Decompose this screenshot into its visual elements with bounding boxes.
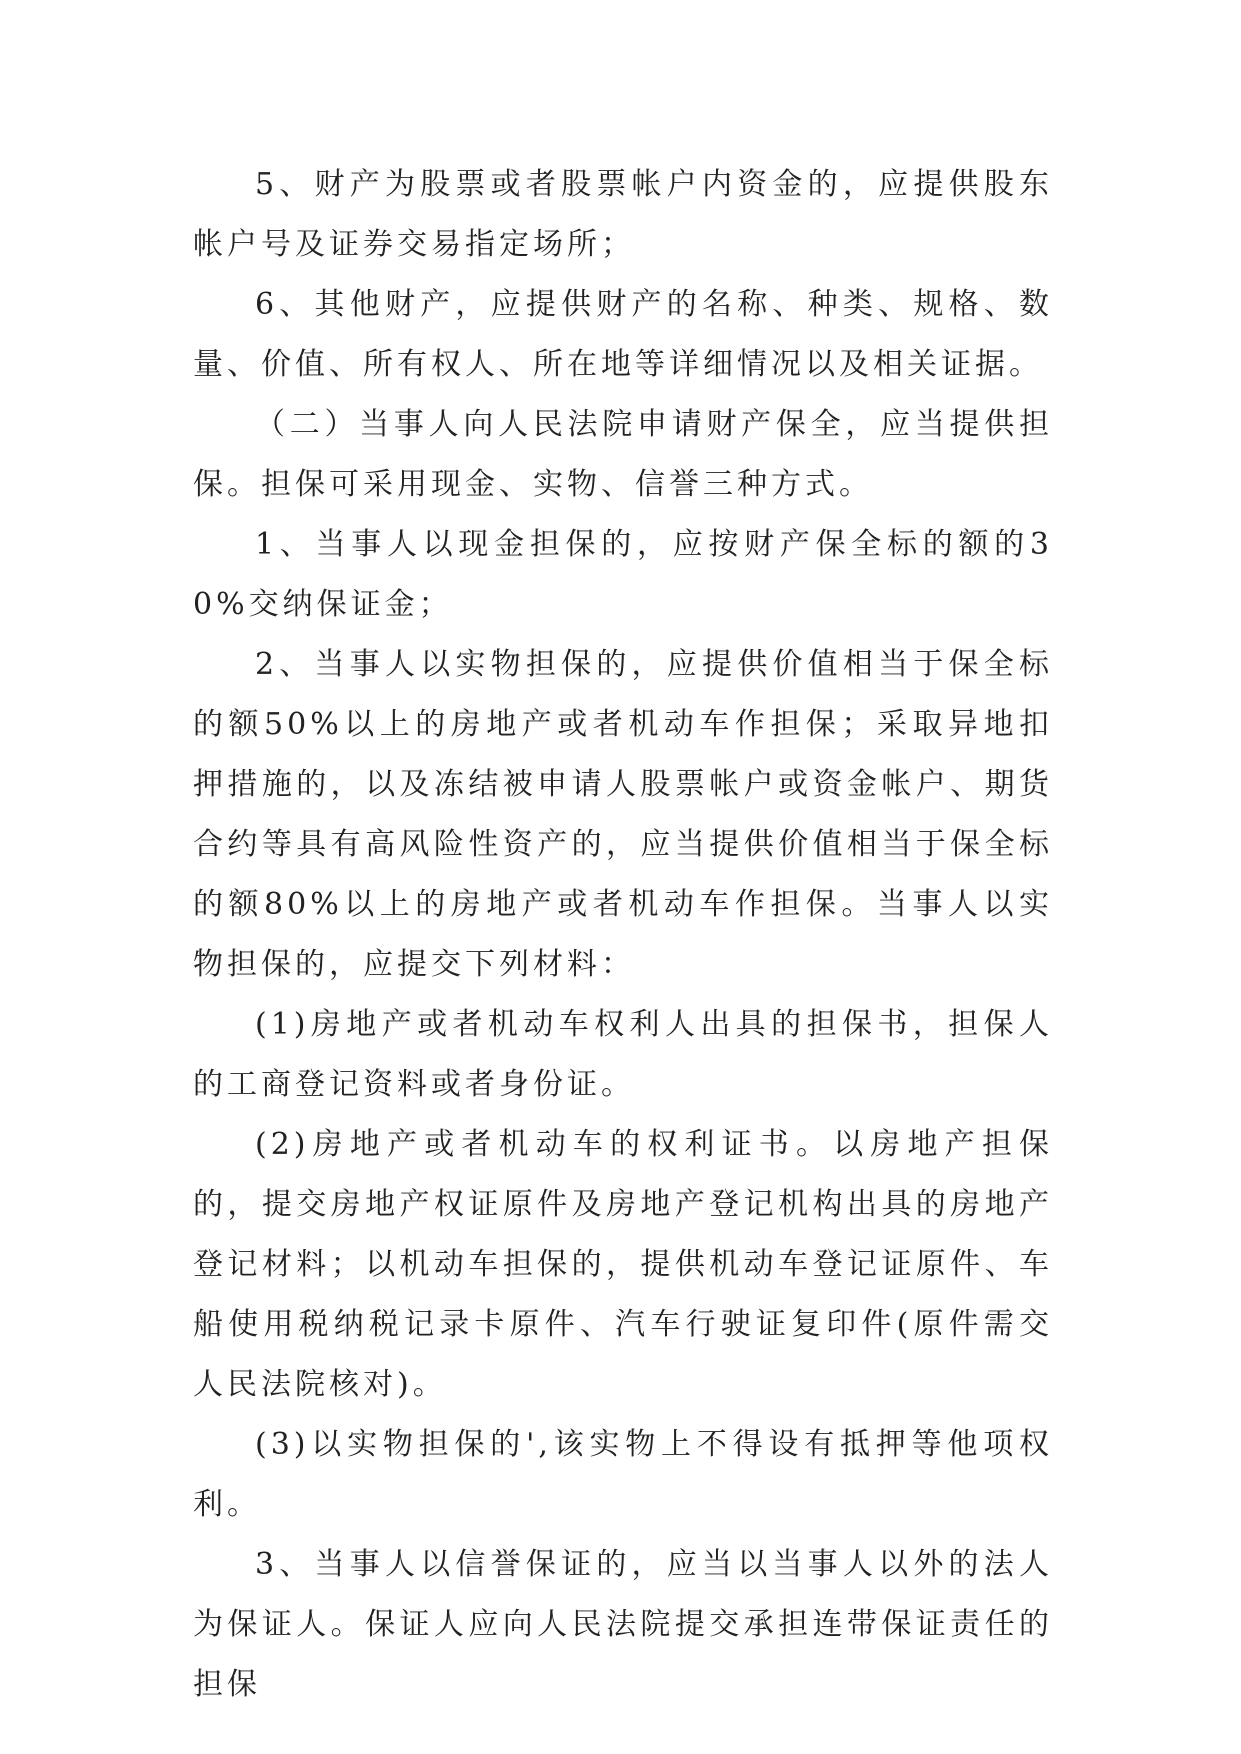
paragraph-item-3: (3)以实物担保的',该实物上不得设有抵押等他项权利。 <box>193 1427 1053 1522</box>
paragraph-cash-guarantee: 1、当事人以现金担保的，应按财产保全标的额的30%交纳保证金； <box>193 527 1053 622</box>
paragraph-item-1: (1)房地产或者机动车权利人出具的担保书，担保人的工商登记资料或者身份证。 <box>193 1007 1053 1102</box>
paragraph-credit-guarantee: 3、当事人以信誉保证的，应当以当事人以外的法人为保证人。保证人应向人民法院提交承担连带保证责任的担保 <box>193 1547 1053 1702</box>
paragraph-guarantee-section: （二）当事人向人民法院申请财产保全，应当提供担保。担保可采用现金、实物、信誉三种方式。 <box>193 407 1053 502</box>
paragraph-property-guarantee: 2、当事人以实物担保的，应提供价值相当于保全标的额50%以上的房地产或者机动车作担保；采取异地扣押措施的，以及冻结被申请人股票帐户或资金帐户、期货合约等具有高风险性资产的，应当提供价值相当于保全标的额80%以上的房地产或者机动车作担保。当事人以实物担保的，应提交下列材料： <box>193 647 1053 982</box>
document-page <box>193 155 1053 1715</box>
paragraph-item-2: (2)房地产或者机动车的权利证书。以房地产担保的，提交房地产权证原件及房地产登记机构出具的房地产登记材料；以机动车担保的，提供机动车登记证原件、车船使用税纳税记录卡原件、汽车行驶证复印件(原件需交人民法院核对)。 <box>193 1127 1053 1402</box>
paragraph-other-assets: 6、其他财产，应提供财产的名称、种类、规格、数量、价值、所有权人、所在地等详细情况以及相关证据。 <box>193 287 1053 382</box>
paragraph-stock-assets: 5、财产为股票或者股票帐户内资金的，应提供股东帐户号及证券交易指定场所； <box>193 167 1053 262</box>
